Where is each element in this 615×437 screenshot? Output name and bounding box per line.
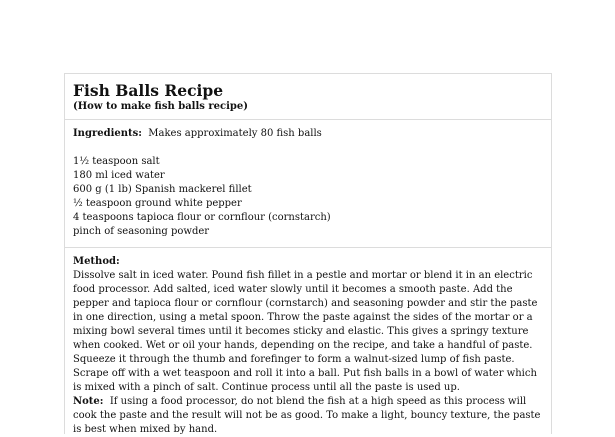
method-label: Method: (73, 256, 120, 267)
method-text: Dissolve salt in iced water. Pound fish fillet in a pestle and mortar or blend it in an electric food processor. Add salted, iced water slowly until it becomes a smooth paste. Add the pepper and tapioca flour or cornflour (cornstarch) and seasoning powder and stir the paste in one direction, using a metal spoon. Throw the paste against the sides of the mortar or a mixing bowl several times until it becomes sticky and elastic. This gives a springy texture when cooked. Wet or oil your hands, depending on the recipe, and take a handful of paste. Squeeze it through the thumb and forefinger to form a walnut-sized lump of fish paste. Scrape off with a wet teaspoon and roll it into a ball. Put fish balls in a bowl of water which is mixed with a pinch of salt. Continue process until all the paste is used up. (73, 270, 538, 393)
ingredient-item: pinch of seasoning powder (73, 226, 210, 237)
recipe-subtitle: (How to make fish balls recipe) (73, 101, 248, 112)
ingredients-section (65, 120, 551, 248)
recipe-header (65, 74, 551, 120)
note-label: Note: (73, 396, 104, 407)
ingredients-heading (73, 127, 543, 141)
ingredient-item: 600 g (1 lb) Spanish mackerel fillet (73, 184, 252, 195)
note-text: If using a food processor, do not blend the fish at a high speed as this process will cook the paste and the result will not be as good. To make a light, bouncy texture, the paste is best when mixed by hand. (73, 396, 541, 435)
ingredient-item: 180 ml iced water (73, 170, 165, 181)
ingredients-yield: Makes approximately 80 fish balls (148, 128, 322, 139)
ingredient-item: ½ teaspoon ground white pepper (73, 198, 242, 209)
note-paragraph (73, 395, 543, 437)
method-section (65, 248, 551, 437)
ingredients-label: Ingredients: (73, 128, 142, 139)
ingredient-item: 1½ teaspoon salt (73, 156, 160, 167)
ingredient-item: 4 teaspoons tapioca flour or cornflour (cornstarch) (73, 212, 331, 223)
recipe-card (64, 73, 552, 434)
recipe-title: Fish Balls Recipe (73, 81, 224, 100)
ingredients-list (73, 155, 543, 239)
